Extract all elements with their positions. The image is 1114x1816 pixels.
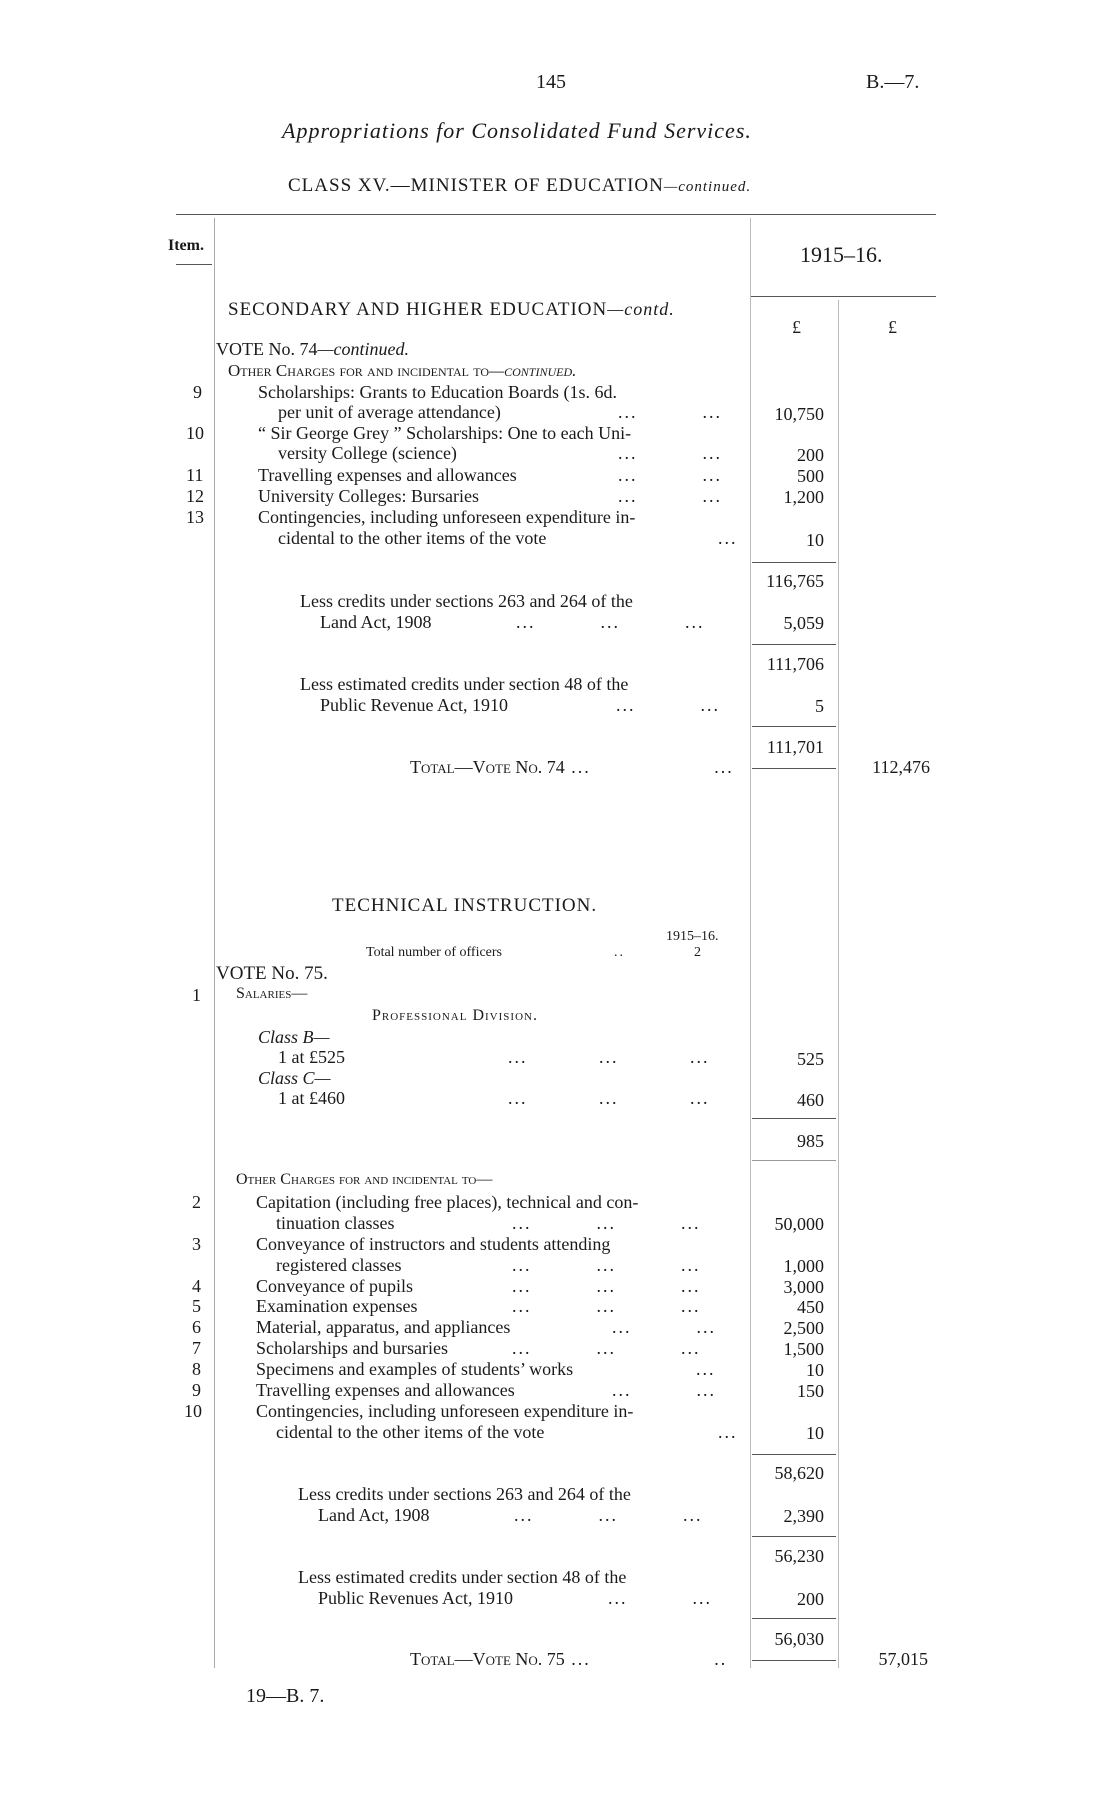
total-rule: [752, 768, 836, 769]
class-title-contd: —continued.: [663, 179, 752, 195]
class-c-text: 1 at £460: [278, 1088, 345, 1108]
less-estimated-text: Less estimated credits under section 48 of the: [300, 674, 629, 694]
item-description: University Colleges: Bursaries ... ...: [258, 486, 722, 506]
item-description: Contingencies, including unforeseen expenditure in-: [256, 1401, 634, 1421]
less-estimated-amount: 5: [815, 696, 824, 716]
class-c-label: Class C—: [258, 1068, 331, 1088]
item-description-text: Examination expenses: [256, 1296, 418, 1316]
vote-74-contd: —continued.: [317, 339, 409, 359]
item-description: Travelling expenses and allowances ... ...: [258, 465, 722, 485]
item-number: 8: [192, 1359, 201, 1379]
item-number: 12: [186, 486, 204, 506]
page-number: 145: [536, 71, 566, 93]
item-description: Conveyance of pupils ... ... ...: [256, 1276, 701, 1296]
salaries-total-rule: [752, 1160, 836, 1161]
less-estimated-text: Less estimated credits under section 48 of the: [298, 1567, 627, 1587]
less-estimated-text-cont: Public Revenues Act, 1910 ... ...: [318, 1588, 712, 1608]
section-heading: TECHNICAL INSTRUCTION.: [332, 895, 598, 916]
vote-75-heading: VOTE No. 75.: [216, 963, 328, 984]
item-description: Material, apparatus, and appliances ... ...: [256, 1317, 716, 1337]
item-description: Travelling expenses and allowances ... ...: [256, 1380, 716, 1400]
total-rule: [752, 1660, 836, 1661]
item-number: 11: [186, 465, 204, 485]
item-header-underline: [176, 264, 212, 265]
officers-label: Total number of officers ..: [366, 945, 625, 960]
year-header-underline: [750, 296, 936, 297]
less-estimated-act: Public Revenue Act, 1910: [320, 695, 508, 715]
item-amount: 450: [797, 1297, 824, 1317]
page-title: Appropriations for Consolidated Fund Services.: [282, 118, 752, 143]
net-amount: 56,030: [774, 1629, 824, 1649]
item-description-text: cidental to the other items of the vote: [276, 1422, 545, 1442]
amount-column-rule-2: [838, 300, 839, 1668]
less-credits-amount: 5,059: [783, 613, 824, 633]
class-c-line: 1 at £460 ... ... ...: [278, 1088, 710, 1108]
item-description: Scholarships: Grants to Education Boards (1s. 6d.: [258, 382, 617, 402]
total-amount: 57,015: [878, 1649, 928, 1669]
item-description: Capitation (including free places), technical and con-: [256, 1192, 639, 1212]
other-charges-heading: [228, 362, 576, 379]
item-description-text: Material, apparatus, and appliances: [256, 1317, 511, 1337]
division-heading: Professional Division.: [372, 1007, 538, 1024]
item-description: Examination expenses ... ... ...: [256, 1296, 701, 1316]
header-rule: [176, 214, 936, 215]
item-number: 10: [186, 423, 204, 443]
signature-mark: 19—B. 7.: [246, 1685, 325, 1707]
item-number: 5: [192, 1296, 201, 1316]
item-amount: 150: [797, 1381, 824, 1401]
class-b-line: 1 at £525 ... ... ...: [278, 1047, 710, 1067]
item-number: 13: [186, 507, 204, 527]
item-amount: 10,750: [774, 404, 824, 424]
item-description-text: cidental to the other items of the vote: [278, 528, 547, 548]
item-description-text: Travelling expenses and allowances: [258, 465, 517, 485]
section-heading-contd: —contd.: [607, 299, 675, 319]
total-amount: 112,476: [872, 757, 930, 777]
pound-column-2: £: [888, 317, 897, 337]
class-b-amount: 525: [797, 1049, 824, 1069]
item-description: Specimens and examples of students’ works ...: [256, 1359, 716, 1379]
item-amount: 10: [806, 1360, 824, 1380]
amount-column-rule-1: [750, 218, 751, 1668]
item-description-cont: registered classes ... ... ...: [276, 1255, 701, 1275]
item-description-text: registered classes: [276, 1255, 402, 1275]
net-rule: [752, 1618, 836, 1619]
item-description: “ Sir George Grey ” Scholarships: One to each Uni-: [258, 423, 632, 443]
subtotal-amount: 56,230: [774, 1546, 824, 1566]
item-description-cont: cidental to the other items of the vote ...: [278, 528, 738, 548]
item-description-cont: tinuation classes ... ... ...: [276, 1213, 701, 1233]
item-description-text: versity College (science): [278, 443, 457, 463]
other-charges-contd: —continued.: [489, 361, 577, 380]
subtotal-rule: [752, 1454, 836, 1455]
officers-count: 2: [694, 945, 701, 960]
item-number: 10: [184, 1401, 202, 1421]
item-number: 9: [193, 382, 202, 402]
other-charges-text: Other Charges for and incidental to: [228, 361, 490, 380]
salaries-heading: Salaries—: [236, 985, 308, 1002]
item-number: 9: [192, 1380, 201, 1400]
total-label: Total—Vote No. 74 ... ...: [410, 757, 734, 777]
item-description-text: Scholarships and bursaries: [256, 1338, 448, 1358]
net-amount: 111,701: [766, 737, 824, 757]
vote-74-label: VOTE No. 74: [216, 339, 318, 359]
item-number: 4: [192, 1276, 201, 1296]
item-description-text: per unit of average attendance): [278, 402, 501, 422]
item-description: Scholarships and bursaries ... ... ...: [256, 1338, 701, 1358]
less-estimated-act: Public Revenues Act, 1910: [318, 1588, 513, 1608]
net-rule: [752, 726, 836, 727]
class-title: [288, 176, 751, 195]
item-amount: 200: [797, 445, 824, 465]
item-number: 3: [192, 1234, 201, 1254]
total-label: Total—Vote No. 75 ... ..: [410, 1649, 728, 1669]
item-amount: 50,000: [774, 1214, 824, 1234]
item-column-header: Item.: [168, 237, 204, 254]
class-b-label: Class B—: [258, 1027, 330, 1047]
officers-year: 1915–16.: [666, 929, 719, 944]
subtotal-amount: 111,706: [766, 654, 824, 674]
item-description-text: Conveyance of pupils: [256, 1276, 413, 1296]
left-column-rule: [214, 218, 215, 1668]
item-description-cont: per unit of average attendance) ... ...: [278, 402, 722, 422]
item-amount: 2,500: [783, 1318, 824, 1338]
item-description: Contingencies, including unforeseen expenditure in-: [258, 507, 636, 527]
item-number: 2: [192, 1192, 201, 1212]
item-description: Conveyance of instructors and students attending: [256, 1234, 611, 1254]
less-credits-amount: 2,390: [783, 1506, 824, 1526]
less-credits-text: Less credits under sections 263 and 264 of the: [298, 1484, 631, 1504]
item-number: 7: [192, 1338, 201, 1358]
class-c-amount: 460: [797, 1090, 824, 1110]
item-amount: 1,000: [783, 1256, 824, 1276]
item-amount: 1,200: [783, 487, 824, 507]
item-number: 1: [192, 985, 201, 1005]
item-amount: 500: [797, 466, 824, 486]
less-estimated-text-cont: Public Revenue Act, 1910 ... ...: [320, 695, 720, 715]
item-amount: 10: [806, 530, 824, 550]
less-credits-text-cont: Land Act, 1908 ... ... ...: [318, 1505, 703, 1525]
item-amount: 1,500: [783, 1339, 824, 1359]
section-heading: [228, 300, 675, 319]
pound-column-1: £: [792, 317, 801, 337]
other-charges-heading: Other Charges for and incidental to—: [236, 1171, 493, 1188]
item-description-text: University Colleges: Bursaries: [258, 486, 479, 506]
subtotal-rule: [752, 562, 836, 563]
officers-label-text: Total number of officers: [366, 945, 502, 960]
item-description-text: Specimens and examples of students’ works: [256, 1359, 574, 1379]
item-amount: 10: [806, 1423, 824, 1443]
item-description-cont: versity College (science) ... ...: [278, 443, 722, 463]
subtotal-amount: 58,620: [774, 1463, 824, 1483]
section-heading-text: SECONDARY AND HIGHER EDUCATION: [228, 299, 608, 320]
document-code: B.—7.: [866, 71, 920, 93]
less-credits-act: Land Act, 1908: [320, 612, 432, 632]
subtotal-amount: 116,765: [766, 571, 824, 591]
less-credits-text-cont: Land Act, 1908 ... ... ...: [320, 612, 705, 632]
less-estimated-amount: 200: [797, 1589, 824, 1609]
less-credits-text: Less credits under sections 263 and 264 of the: [300, 591, 633, 611]
vote-74-heading: [216, 340, 409, 358]
subtotal-rule: [752, 1536, 836, 1537]
item-description-text: tinuation classes: [276, 1213, 395, 1233]
item-number: 6: [192, 1317, 201, 1337]
item-amount: 3,000: [783, 1277, 824, 1297]
class-b-text: 1 at £525: [278, 1047, 345, 1067]
year-column-header: 1915–16.: [800, 242, 883, 267]
class-title-main: CLASS XV.—MINISTER OF EDUCATION: [288, 175, 664, 196]
item-description-text: Travelling expenses and allowances: [256, 1380, 515, 1400]
salaries-rule: [752, 1118, 836, 1119]
salaries-total: 985: [797, 1131, 824, 1151]
less-credits-act: Land Act, 1908: [318, 1505, 430, 1525]
total-label-text: Total—Vote No. 75: [410, 1649, 565, 1669]
subtotal-rule: [752, 644, 836, 645]
item-description-cont: cidental to the other items of the vote ...: [276, 1422, 738, 1442]
total-label-text: Total—Vote No. 74: [410, 757, 565, 777]
